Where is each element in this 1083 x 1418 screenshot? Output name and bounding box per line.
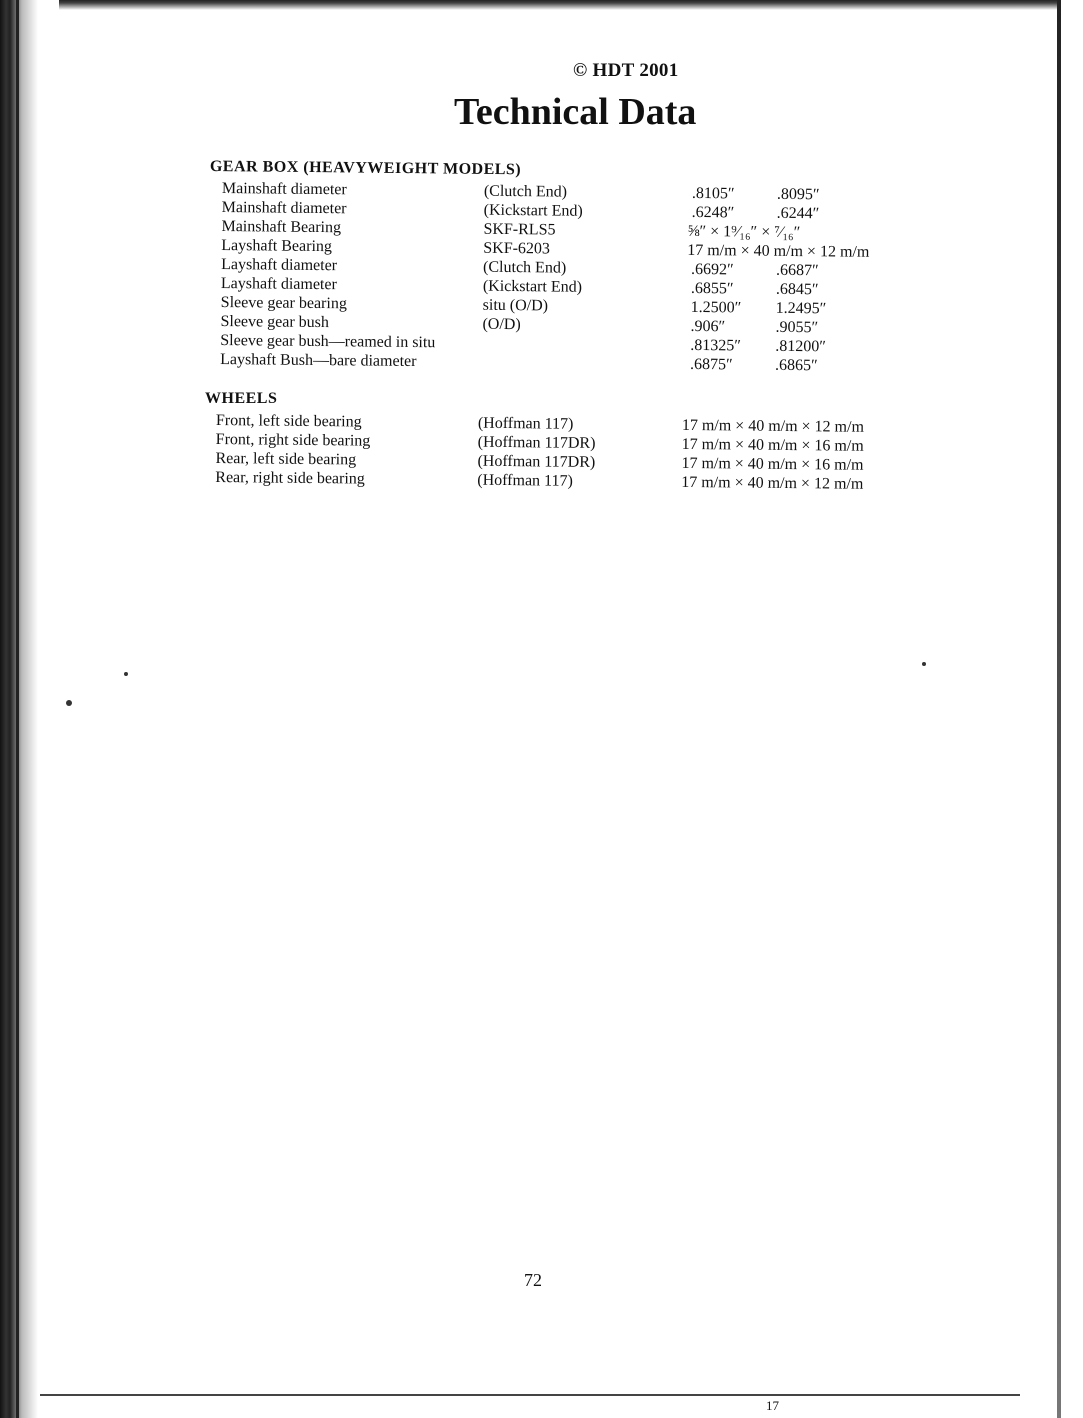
row-label: Front, left side bearing (215, 412, 362, 431)
copyright-notice: © HDT 2001 (573, 60, 679, 81)
row-label: Mainshaft diameter (221, 180, 347, 199)
row-note: (O/D) (482, 315, 521, 334)
row-label: Front, right side bearing (215, 430, 371, 450)
wheels-heading: WHEELS (205, 390, 278, 407)
row-label: Sleeve gear bearing (220, 293, 347, 313)
row-note: (Hoffman 117) (477, 471, 573, 490)
row-label: Sleeve gear bush (220, 312, 330, 332)
row-note: (Hoffman 117) (477, 414, 574, 433)
value-min: .6845″ (775, 280, 819, 299)
footer-mark: 17 (766, 1398, 779, 1413)
row-label: Mainshaft Bearing (221, 217, 342, 237)
row-note: (Clutch End) (483, 258, 567, 277)
value-dimensions: ⅝″ × 1⁹⁄₁₆″ × ⁷⁄₁₆″ (687, 222, 801, 242)
value-min: .8095″ (776, 185, 820, 204)
value-max: .6855″ (690, 279, 734, 298)
value-min: .6865″ (775, 356, 818, 375)
value-min: .81200″ (775, 337, 827, 356)
value-max: .6692″ (691, 260, 734, 279)
row-label: Sleeve gear bush—reamed in situ (220, 331, 436, 352)
row-note: (Hoffman 117DR) (477, 452, 596, 471)
value-max: .8105″ (691, 184, 735, 203)
row-note: (Kickstart End) (483, 201, 583, 220)
value-max: .6248″ (691, 203, 735, 222)
row-note: situ (O/D) (482, 296, 549, 315)
scan-edge-top (59, 0, 1059, 14)
row-note: SKF-6203 (483, 239, 551, 258)
value-min: .9055″ (775, 318, 819, 337)
value-dimensions: 17 m/m × 40 m/m × 12 m/m (681, 416, 865, 436)
scan-edge-bottom (40, 1394, 1020, 1396)
value-dimensions: 17 m/m × 40 m/m × 12 m/m (681, 473, 864, 493)
row-label: Mainshaft diameter (221, 198, 347, 218)
row-note: SKF-RLS5 (483, 220, 556, 239)
row-label: Layshaft diameter (221, 255, 338, 275)
gearbox-heading: GEAR BOX (HEAVYWEIGHT MODELS) (209, 158, 522, 179)
value-max: .6875″ (690, 355, 733, 374)
page-number: 72 (524, 1270, 542, 1290)
row-label: Layshaft diameter (220, 274, 337, 294)
scan-edge-left (0, 0, 38, 1418)
page-title: Technical Data (454, 91, 697, 133)
row-note: (Kickstart End) (482, 277, 583, 296)
row-note: (Clutch End) (483, 182, 568, 201)
scan-speck (66, 700, 72, 706)
value-max: .81325″ (690, 336, 742, 355)
scan-speck (922, 662, 926, 666)
value-max: 1.2500″ (690, 298, 742, 317)
value-dimensions: 17 m/m × 40 m/m × 16 m/m (681, 435, 864, 455)
row-label: Layshaft Bearing (221, 236, 333, 256)
scan-edge-line (16, 0, 19, 1418)
value-min: 1.2495″ (775, 299, 827, 318)
value-min: .6687″ (775, 261, 819, 280)
value-dimensions: 17 m/m × 40 m/m × 16 m/m (681, 454, 864, 474)
row-label: Rear, right side bearing (215, 468, 365, 488)
scan-speck (124, 672, 128, 676)
row-label: Layshaft Bush—bare diameter (220, 350, 417, 371)
row-note: (Hoffman 117DR) (477, 433, 596, 452)
value-dimensions: 17 m/m × 40 m/m × 12 m/m (687, 241, 870, 261)
value-min: .6244″ (776, 204, 820, 223)
row-label: Rear, left side bearing (215, 449, 357, 469)
value-max: .906″ (690, 317, 726, 336)
